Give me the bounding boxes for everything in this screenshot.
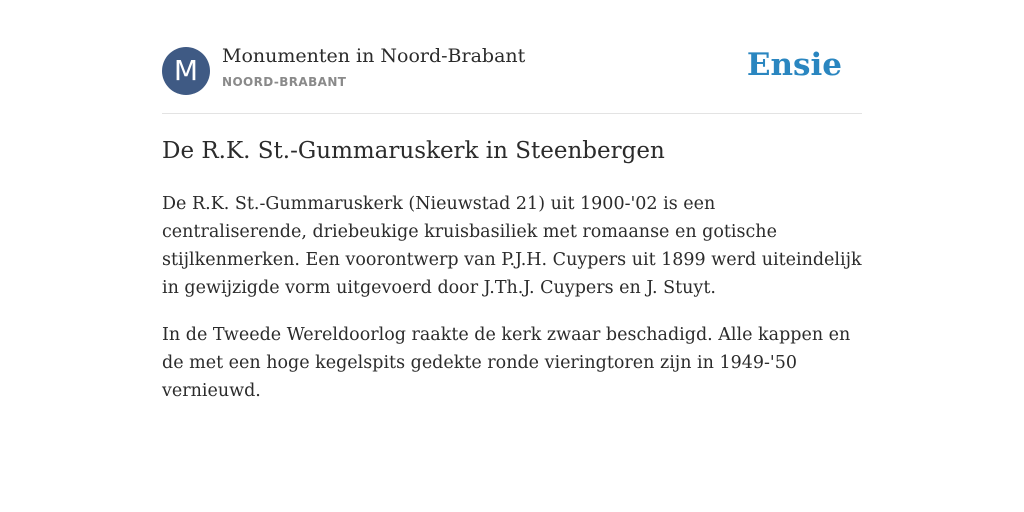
- collection-region: NOORD-BRABANT: [222, 75, 347, 89]
- article-paragraph: In de Tweede Wereldoorlog raakte de kerk zwaar beschadigd. Alle kappen en de met een hoge kegelspits gedekte ronde vieringtoren zijn in 1949-'50 vernieuwd.: [162, 325, 851, 401]
- collection-title-link[interactable]: Monumenten in Noord-Brabant: [222, 45, 526, 67]
- collection-avatar[interactable]: M: [162, 47, 210, 95]
- entry-header: [162, 0, 862, 114]
- article-title: De R.K. St.-Gummaruskerk in Steenbergen: [162, 138, 665, 164]
- article-paragraph: De R.K. St.-Gummaruskerk (Nieuwstad 21) uit 1900-'02 is een centraliserende, driebeukige kruisbasiliek met romaanse en gotische stijlkenmerken. Een voorontwerp van P.J.H. Cuypers uit 1899 werd uiteindelijk in gewijzigde vorm uitgevoerd door J.Th.J. Cuypers en J. Stuyt.: [162, 194, 862, 298]
- article-body: [162, 190, 862, 424]
- entry-card: [162, 0, 862, 401]
- brand-logo[interactable]: Ensie: [746, 47, 842, 83]
